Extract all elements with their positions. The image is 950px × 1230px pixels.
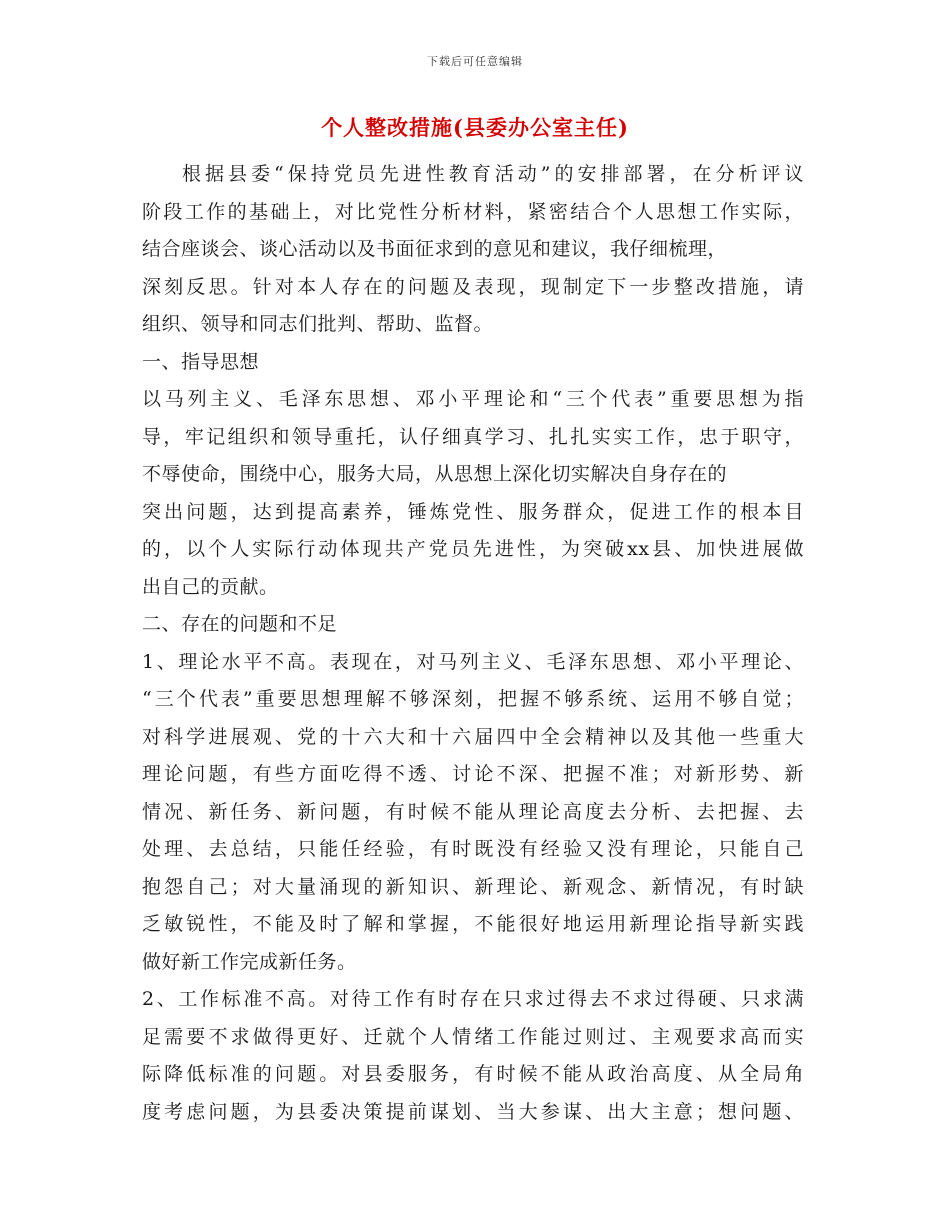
- page-header-note: 下载后可任意编辑: [427, 55, 523, 68]
- body-line: 的，以个人实际行动体现共产党员先进性，为突破xx县、加快进展做: [142, 538, 804, 560]
- body-line: 组织、领导和同志们批判、帮助、监督。: [142, 313, 494, 335]
- body-line: 一、指导思想: [142, 350, 260, 373]
- body-line: 出自己的贡献。: [142, 575, 279, 598]
- body-line: 阶段工作的基础上，对比党性分析材料，紧密结合个人思想工作实际，: [142, 200, 804, 223]
- body-line: 根据县委“保持党员先进性教育活动”的安排部署，在分析评议: [182, 163, 804, 185]
- body-line: 理论问题，有些方面吃得不透、讨论不深、把握不准；对新形势、新: [142, 763, 804, 785]
- body-line: 际降低标准的问题。对县委服务，有时候不能从政治高度、从全局角: [142, 1063, 804, 1085]
- document-title: 个人整改措施(县委办公室主任): [321, 115, 629, 140]
- body-line: 以马列主义、毛泽东思想、邓小平理论和“三个代表”重要思想为指: [142, 388, 804, 410]
- body-line: 足需要不求做得更好、迁就个人情绪工作能过则过、主观要求高而实: [142, 1025, 804, 1048]
- body-line: 二、存在的问题和不足: [142, 613, 338, 635]
- body-line: 处理、去总结，只能任经验，有时既没有经验又没有理论，只能自己: [142, 838, 804, 860]
- body-line: 乏敏锐性，不能及时了解和掌握，不能很好地运用新理论指导新实践: [142, 913, 804, 935]
- body-line: “三个代表”重要思想理解不够深刻，把握不够系统、运用不够自觉；: [142, 688, 804, 710]
- body-line: 突出问题，达到提高素养，锤炼党性、服务群众，促进工作的根本目: [142, 500, 804, 523]
- body-line: 抱怨自己；对大量涌现的新知识、新理论、新观念、新情况，有时缺: [142, 875, 804, 898]
- body-line: 2、工作标准不高。对待工作有时存在只求过得去不求过得硬、只求满: [142, 988, 804, 1010]
- body-line: 做好新工作完成新任务。: [142, 950, 357, 973]
- document-body: [142, 160, 804, 1135]
- body-line: 导，牢记组织和领导重托，认仔细真学习、扎扎实实工作，忠于职守，: [142, 425, 804, 448]
- body-line: 结合座谈会、谈心活动以及书面征求到的意见和建议，我仔细梳理，: [142, 238, 728, 260]
- body-line: 深刻反思。针对本人存在的问题及表现，现制定下一步整改措施，请: [142, 275, 804, 298]
- body-line: 情况、新任务、新问题，有时候不能从理论高度去分析、去把握、去: [142, 800, 804, 823]
- body-line: 度考虑问题，为县委决策提前谋划、当大参谋、出大主意；想问题、: [142, 1100, 804, 1123]
- body-line: 对科学进展观、党的十六大和十六届四中全会精神以及其他一些重大: [142, 725, 804, 748]
- body-line: 1、理论水平不高。表现在，对马列主义、毛泽东思想、邓小平理论、: [142, 650, 804, 673]
- body-line: 不辱使命，围绕中心，服务大局，从思想上深化切实解决自身存在的: [142, 463, 728, 485]
